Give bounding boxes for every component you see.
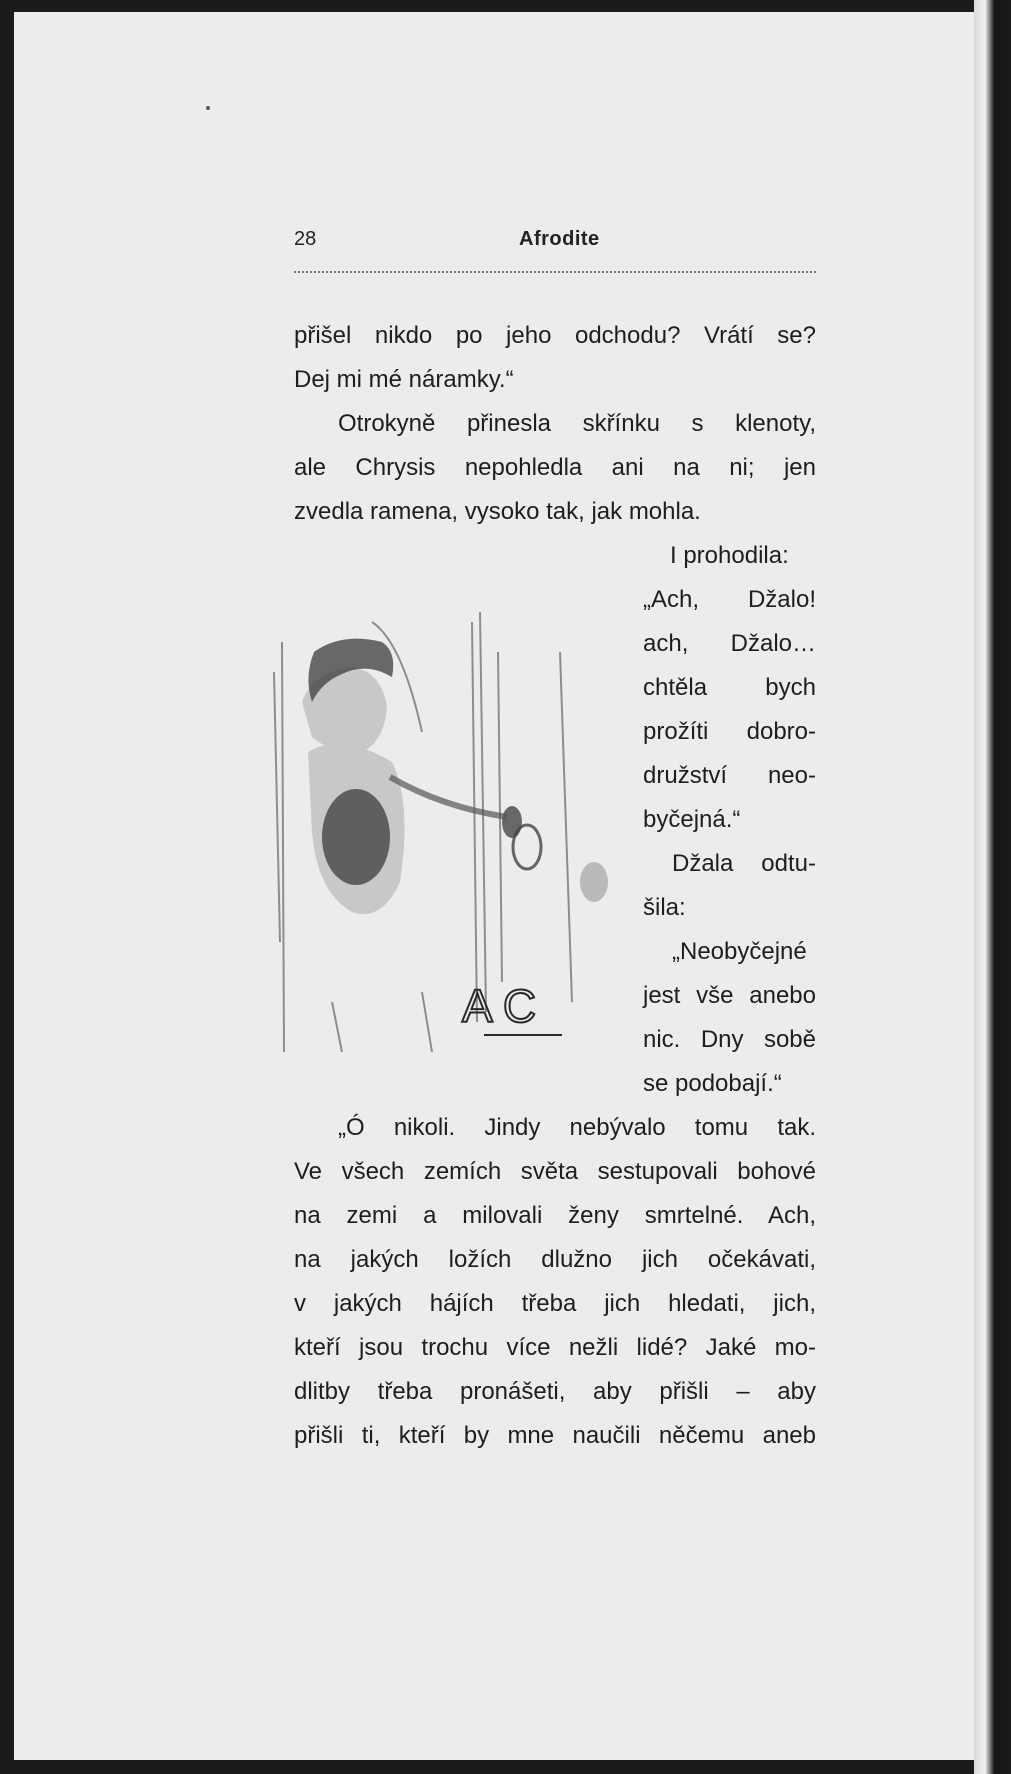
text-line: chtěla bych [643, 674, 816, 701]
text-line: na zemi a milovali ženy smrtelné. Ach, [294, 1202, 816, 1229]
header-rule [294, 271, 816, 273]
text-line: na jakých ložích dlužno jich očekávati, [294, 1246, 816, 1273]
text-line: kteří jsou trochu více nežli lidé? Jaké mo- [294, 1334, 816, 1361]
text-line: ale Chrysis nepohledla ani na ni; jen [294, 454, 816, 481]
text-line: „Ó nikoli. Jindy nebývalo tomu tak. [338, 1114, 816, 1141]
running-title: Afrodite [519, 228, 600, 250]
text-line: Otrokyně přinesla skřínku s klenoty, [338, 410, 816, 437]
text-line: jest vše anebo [643, 982, 816, 1009]
text-line: byčejná.“ [643, 806, 741, 833]
text-line: Džala odtu- [672, 850, 816, 877]
text-line: šila: [643, 894, 686, 921]
text-line: ach, Džalo… [643, 630, 816, 657]
text-line: „Ach, Džalo! [643, 586, 816, 613]
text-line: se podobají.“ [643, 1070, 782, 1097]
text-line: v jakých hájích třeba jich hledati, jich, [294, 1290, 816, 1317]
dust-speck [206, 106, 210, 110]
text-line: přišli ti, kteří by mne naučili něčemu aneb [294, 1422, 816, 1449]
text-line: Ve všech zemích světa sestupovali bohové [294, 1158, 816, 1185]
text-line: „Neobyčejné [672, 938, 807, 965]
book-binding-edge [974, 0, 1011, 1774]
illustration-figure [272, 582, 622, 1078]
page-header [294, 228, 816, 258]
text-line: dlitby třeba pronášeti, aby přišli – aby [294, 1378, 816, 1405]
page-number: 28 [294, 228, 317, 250]
illustration-signature: A C [462, 980, 537, 1032]
text-line: přišel nikdo po jeho odchodu? Vrátí se? [294, 322, 816, 349]
text-line: I prohodila: [670, 542, 789, 569]
text-line: zvedla ramena, vysoko tak, jak mohla. [294, 498, 701, 525]
text-line: prožíti dobro- [643, 718, 816, 745]
text-line: nic. Dny sobě [643, 1026, 816, 1053]
text-line: družství neo- [643, 762, 816, 789]
text-line: Dej mi mé náramky.“ [294, 366, 514, 393]
